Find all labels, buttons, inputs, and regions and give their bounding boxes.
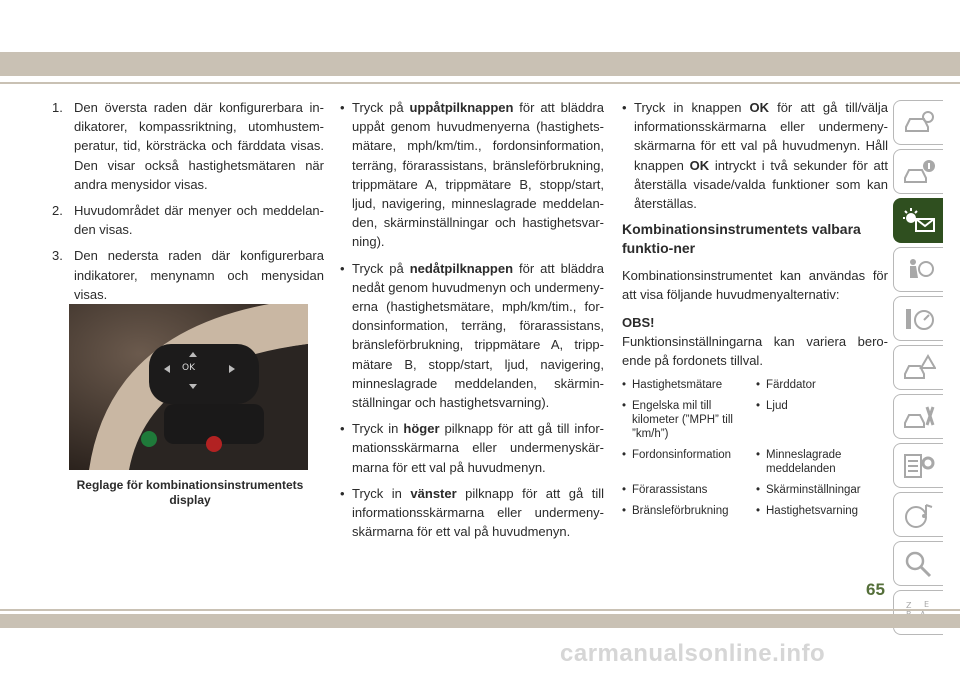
middle-column (340, 98, 604, 548)
bullet-up-arrow: • Tryck på uppåtpilknappen för att bläddra uppåt genom huvudmenyerna (hastighets-mätare, mph/km/tim., fordonsinformation, terräng, förarassistans, bränsleförbrukning, trippmätare A, trippmätare B, stopp/start, ljud, navigering, minneslagrade meddelan-den, skärminställningar och hastighetsvar-ning). (340, 98, 604, 252)
search-icon[interactable] (893, 541, 943, 586)
menu-option: • Hastighetsmätare (622, 378, 746, 392)
chapter-tabs (893, 100, 943, 639)
gauge-icon[interactable] (893, 296, 943, 341)
menu-option: • Minneslagrade meddelanden (756, 448, 886, 476)
svg-text:OK: OK (182, 363, 195, 373)
menu-options-list (622, 378, 888, 518)
bottom-rule (0, 609, 960, 611)
figure-caption: Reglage för kombinationsinstrumentets display (76, 478, 304, 507)
car-search-icon[interactable] (893, 100, 943, 145)
menu-option: • Förarassistans (622, 483, 746, 497)
music-icon[interactable] (893, 492, 943, 537)
item-number: 1. (52, 100, 63, 115)
menu-option: • Bränsleförbrukning (622, 504, 746, 518)
bullet-down-arrow: • Tryck på nedåtpilknappen för att bläddra nedåt genom huvudmenyn och undermeny-erna (hastighetsmätare, mph/km/tim., for-donsinformation, terräng, förarassistans, bränsleförbrukning, trippmätare A, tripp-mätare B, stopp/start, ljud, navigering, minneslagrade meddelanden, skärmin-ställningar och hastighetsvarning). (340, 259, 604, 413)
car-info-icon[interactable] (893, 149, 943, 194)
light-message-icon[interactable] (893, 198, 943, 243)
index-icon[interactable] (893, 590, 943, 635)
settings-list-icon[interactable] (893, 443, 943, 488)
note-label: OBS! (622, 314, 655, 330)
item-number: 2. (52, 203, 63, 219)
steering-wheel-controls-photo (69, 304, 308, 470)
airbag-icon[interactable] (893, 247, 943, 292)
section-heading: Kombinationsinstrumentets valbara funktio-ner (622, 221, 861, 257)
menu-option: • Ljud (756, 399, 886, 441)
menu-option: • Hastighetsvarning (756, 504, 886, 518)
item-text: Den nedersta raden där konfigurerbara indikatorer, menynamn och menysidan visas. (74, 248, 324, 302)
menu-option: • Fordonsinformation (622, 448, 746, 476)
intro-paragraph: Kombinationsinstrumentet kan användas för att visa följande huvudmenyalternativ: (622, 268, 888, 303)
bullet-left-arrow: • Tryck in vänster pilknapp för att gå till informationsskärmarna eller undermeny-skärmarna för ett val på huvudmenyn. (340, 484, 604, 542)
note-text: Funktionsinställningarna kan variera bero-ende på fordonets tillval. (622, 333, 888, 369)
top-band (0, 52, 960, 76)
menu-option: • Färddator (756, 378, 886, 392)
top-rule (0, 82, 960, 84)
watermark: carmanualsonline.info (560, 640, 826, 667)
left-column (52, 98, 324, 311)
menu-option: • Skärminställningar (756, 483, 886, 497)
item-text: Den översta raden där konfigurerbara in-dikatorer, kompassriktning, utomhustem-peratur, tid, körsträcka och färddata visas. Den visar också hastighetsmätaren när andra menysidor visas. (74, 100, 324, 192)
bottom-band (0, 614, 960, 628)
bullet-right-arrow: • Tryck in höger pilknapp för att gå till infor-mationsskärmarna eller undermenyskär-marna för ett val på huvudmenyn. (340, 419, 604, 477)
item-text: Huvudområdet där menyer och meddelan-den visas. (74, 203, 324, 238)
bullet-ok-button: • Tryck in knappen OK för att gå till/välja informationsskärmarna eller undermeny-skärmarna för ett val på huvudmenyn. Håll knappen OK intryckt i två sekunder för att återställa visade/valda funktioner som kan återställas. (622, 98, 888, 213)
menu-option: • Engelska mil till kilometer (”MPH” till ”km/h”) (622, 399, 746, 441)
tools-icon[interactable] (893, 394, 943, 439)
page-number: 65 (866, 580, 885, 599)
numbered-item-1 (52, 98, 324, 194)
item-number: 3. (52, 248, 63, 264)
numbered-item-2 (52, 201, 324, 239)
car-warning-icon[interactable] (893, 345, 943, 390)
svg-text:Z: Z (905, 600, 911, 610)
svg-text:E: E (923, 599, 929, 609)
numbered-item-3 (52, 246, 324, 304)
right-column (622, 98, 888, 518)
